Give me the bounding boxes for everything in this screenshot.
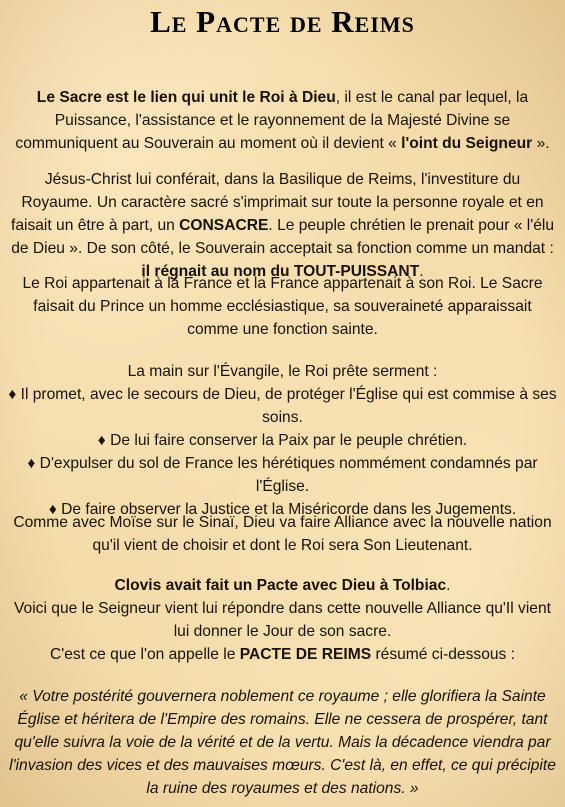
paragraph-investiture xyxy=(8,168,557,283)
paragraph-text: . xyxy=(446,577,451,594)
oath-item: ♦ De lui faire conserver la Paix par le peuple chrétien. xyxy=(97,432,468,449)
paragraph-text: . xyxy=(419,263,424,280)
bold-text: Clovis avait fait un Pacte avec Dieu à Tolbiac xyxy=(114,577,447,594)
paragraph-moise xyxy=(8,511,557,557)
page-title: Le Pacte de Reims xyxy=(150,4,415,39)
paragraph-text: Comme avec Moïse sur le Sinaï, Dieu va faire Alliance avec la nouvelle nation qu'il vient de choisir et dont le Roi sera Son Lieutenant. xyxy=(13,514,552,554)
bold-text: PACTE DE REIMS xyxy=(239,646,372,663)
paragraph-text: résumé ci-dessous : xyxy=(371,646,516,663)
paragraph-text: Le Roi appartenait à la France et la France appartenait à son Roi. Le Sacre faisait du Prince un homme ecclésiastique, sa souveraineté apparaissait comme une fonction sainte. xyxy=(22,275,543,338)
paragraph-text: . Le peuple chrétien le prenait pour « l'élu de Dieu ». De son côté, le Souverain acceptait sa fonction comme un mandat : xyxy=(11,217,554,257)
paragraph-text: C'est ce que l'on appelle le xyxy=(49,646,240,663)
oath-intro: La main sur l'Évangile, le Roi prête serment : xyxy=(127,363,438,380)
paragraph-clovis xyxy=(8,574,557,666)
paragraph-sacre xyxy=(8,86,557,155)
paragraph-text: Voici que le Seigneur vient lui répondre dans cette nouvelle Alliance qu'Il vient lui donner le Jour de son sacre. xyxy=(14,600,551,640)
pacte-quote xyxy=(8,685,557,800)
oath-item: ♦ De faire observer la Justice et la Miséricorde dans les Jugements. xyxy=(48,501,517,518)
paragraph-text: Jésus-Christ lui conférait, dans la Basilique de Reims, l'investiture du Royaume. Un caractère sacré s'imprimait sur toute la personne royale et en faisait un être à part, un xyxy=(10,171,544,234)
paragraph-text: ». xyxy=(532,135,550,152)
oath-item: ♦ Il promet, avec le secours de Dieu, de protéger l'Église qui est commise à ses soins. xyxy=(8,386,557,426)
bold-text: il régnait au nom du TOUT-PUISSANT xyxy=(141,263,420,280)
paragraph-text: , il est le canal par lequel, la Puissance, l'assistance et le rayonnement de la Majesté Divine se communiquent au Souverain au moment où il devient « xyxy=(15,89,529,152)
bold-text: l'oint du Seigneur xyxy=(401,135,533,152)
oath-section xyxy=(8,360,557,521)
bold-text: Le Sacre est le lien qui unit le Roi à Dieu xyxy=(36,89,336,106)
quote-text: « Votre postérité gouvernera noblement ce royaume ; elle glorifiera la Sainte Église et héritera de l'Empire des romains. Elle ne cessera de prospérer, tant qu'elle suivra la voie de la vérité et de la vertu. Mais la décadence viendra par l'invasion des vices et des mauvaises mœurs. C'est là, en effet, ce qui précipite la ruine des royaumes et des nations. » xyxy=(9,688,556,797)
oath-item: ♦ D'expulser du sol de France les hérétiques nommément condamnés par l'Église. xyxy=(27,455,538,495)
bold-text: CONSACRE xyxy=(179,217,269,234)
paragraph-roi-france xyxy=(8,272,557,341)
